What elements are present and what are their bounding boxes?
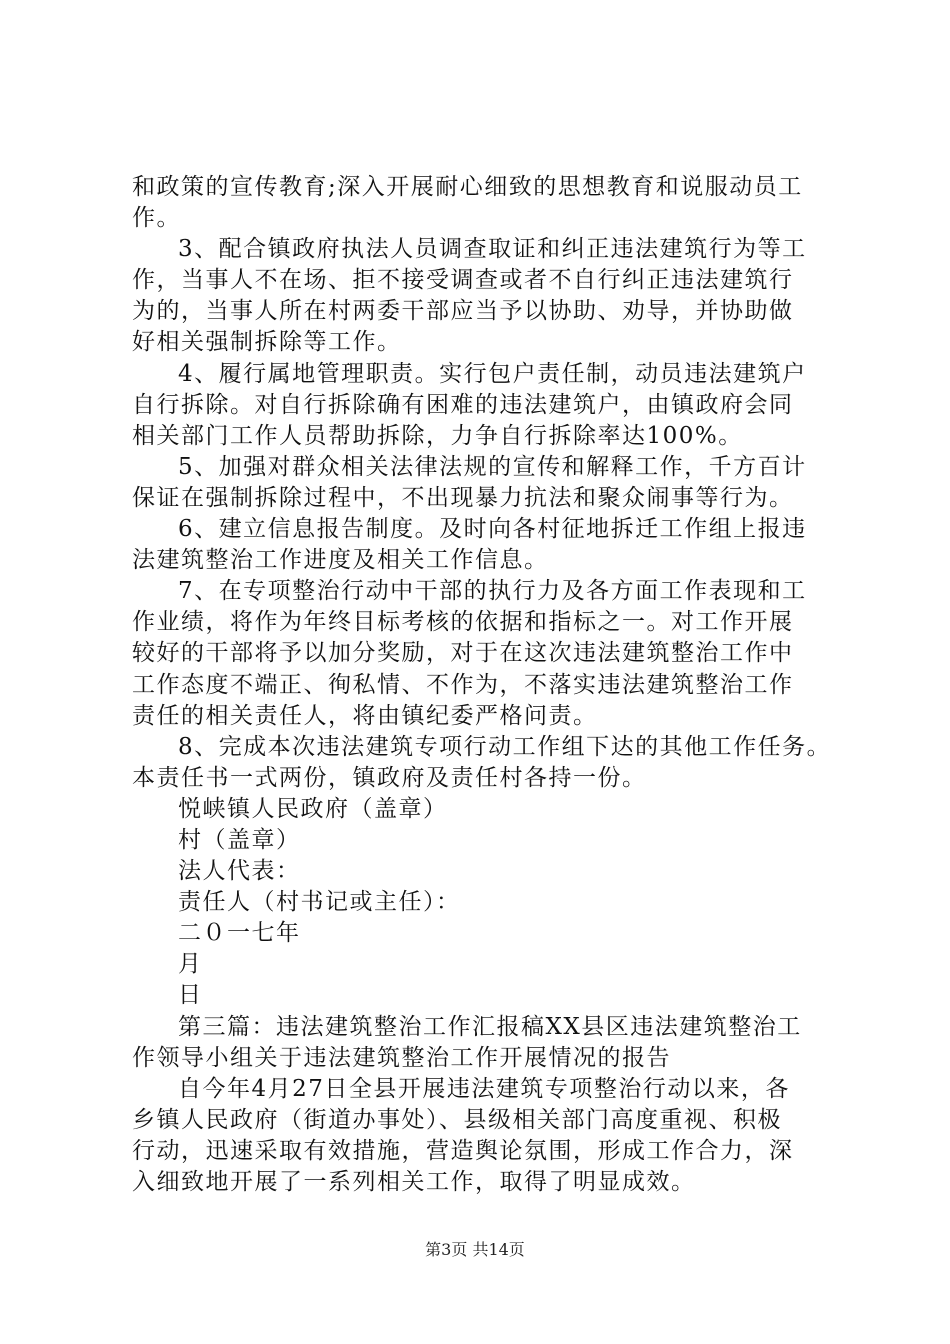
text-line: 8、完成本次违法建筑专项行动工作组下达的其他工作任务。 <box>178 733 832 760</box>
page-footer: 第3页 共14页 <box>425 1240 525 1259</box>
text-line: 较好的干部将予以加分奖励，对于在这次违法建筑整治工作中 <box>132 640 794 667</box>
text-line: 自今年4月27日全县开展违法建筑专项整治行动以来，各 <box>178 1075 790 1102</box>
text-line: 为的，当事人所在村两委干部应当予以协助、劝导，并协助做 <box>132 298 794 325</box>
text-line: 6、建立信息报告制度。及时向各村征地拆迁工作组上报违 <box>178 516 807 543</box>
text-line: 好相关强制拆除等工作。 <box>132 329 402 356</box>
text-line: 入细致地开展了一系列相关工作，取得了明显成效。 <box>132 1169 696 1195</box>
text-line: 和政策的宣传教育;深入开展耐心细致的思想教育和说服动员工 <box>132 174 803 200</box>
text-line: 本责任书一式两份，镇政府及责任村各持一份。 <box>132 764 647 791</box>
text-line: 自行拆除。对自行拆除确有困难的违法建筑户，由镇政府会同 <box>132 391 794 418</box>
text-line: 日 <box>178 982 203 1009</box>
text-line: 悦峡镇人民政府（盖章） <box>178 795 448 822</box>
text-line: 责任的相关责任人，将由镇纪委严格问责。 <box>132 702 598 729</box>
document-body <box>132 172 832 1198</box>
text-line: 作。 <box>132 205 181 232</box>
text-line: 月 <box>178 951 203 978</box>
text-line: 二０一七年 <box>178 920 301 947</box>
text-line: 4、履行属地管理职责。实行包户责任制，动员违法建筑户 <box>178 360 807 387</box>
text-line: 责任人（村书记或主任）： <box>178 889 461 916</box>
text-line: 行动，迅速采取有效措施，营造舆论氛围，形成工作合力，深 <box>132 1137 794 1164</box>
text-line: 作，当事人不在场、拒不接受调查或者不自行纠正违法建筑行 <box>132 267 794 294</box>
text-line: 工作态度不端正、徇私情、不作为，不落实违法建筑整治工作 <box>132 671 794 698</box>
text-line: 村（盖章） <box>178 826 301 853</box>
text-line: 法人代表： <box>178 858 301 885</box>
text-line: 保证在强制拆除过程中，不出现暴力抗法和聚众闹事等行为。 <box>132 484 794 511</box>
text-line: 3、配合镇政府执法人员调查取证和纠正违法建筑行为等工 <box>178 236 807 263</box>
text-line: 法建筑整治工作进度及相关工作信息。 <box>132 547 549 574</box>
text-line: 作业绩，将作为年终目标考核的依据和指标之一。对工作开展 <box>132 609 794 636</box>
text-line: 第三篇：违法建筑整治工作汇报稿XX县区违法建筑整治工 <box>178 1013 802 1040</box>
text-line: 乡镇人民政府（街道办事处）、县级相关部门高度重视、积极 <box>132 1106 782 1133</box>
text-line: 5、加强对群众相关法律法规的宣传和解释工作，千方百计 <box>178 453 807 480</box>
text-line: 作领导小组关于违法建筑整治工作开展情况的报告 <box>132 1044 671 1071</box>
text-line: 7、在专项整治行动中干部的执行力及各方面工作表现和工 <box>178 578 807 605</box>
text-line: 相关部门工作人员帮助拆除，力争自行拆除率达100%。 <box>132 422 743 449</box>
